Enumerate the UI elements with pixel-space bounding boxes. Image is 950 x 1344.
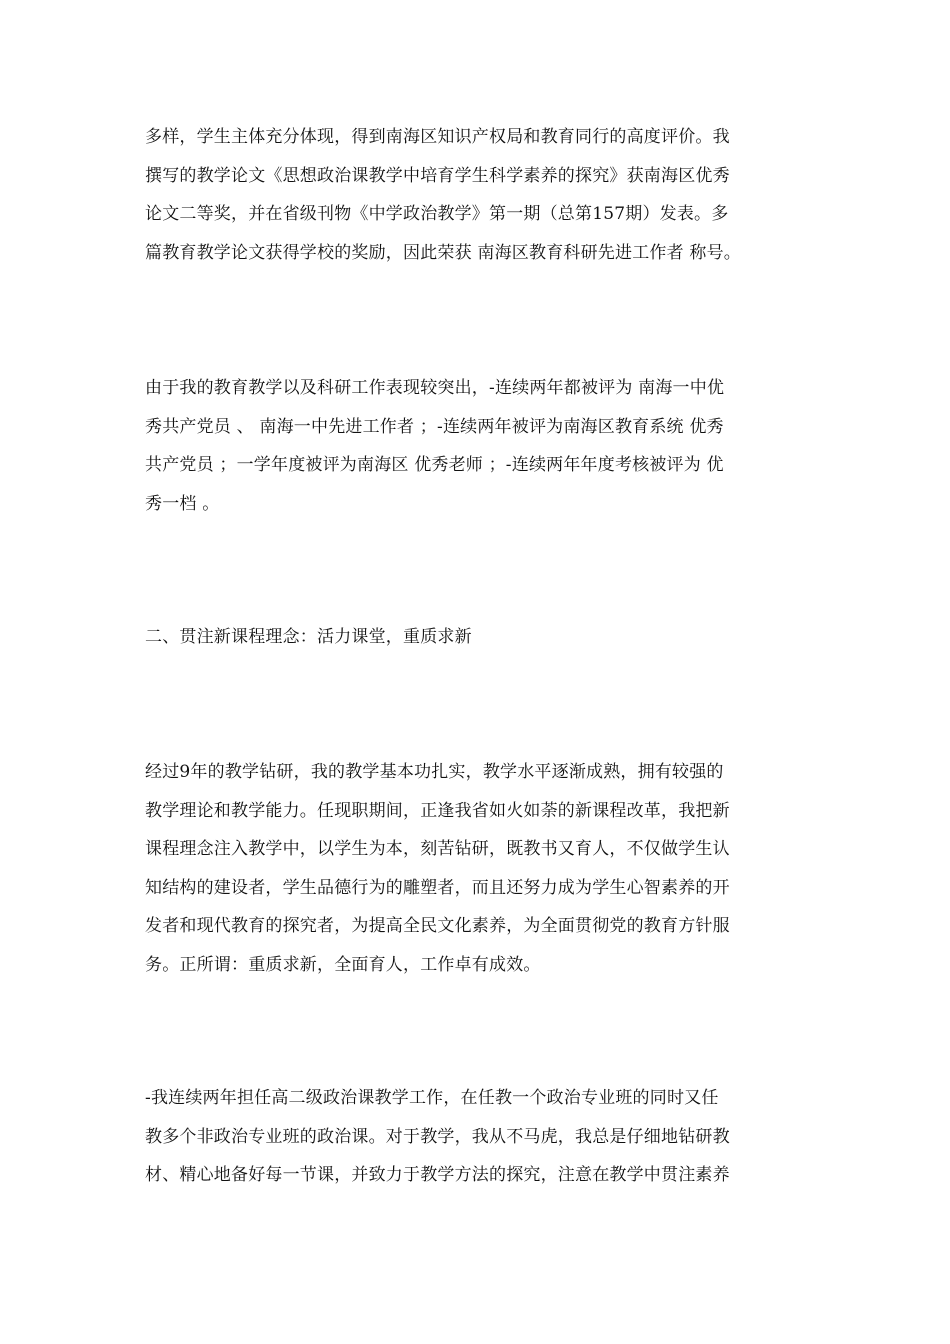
text-line: 教多个非政治专业班的政治课。对于教学，我从不马虎，我总是仔细地钻研教 xyxy=(145,1126,730,1147)
text-line: 务。正所谓：重质求新，全面育人，工作卓有成效。 xyxy=(145,954,541,975)
paragraph-teaching-philosophy xyxy=(145,753,810,984)
text-line: 论文二等奖，并在省级刊物《中学政治教学》第一期（总第157期）发表。多 xyxy=(145,204,729,224)
paragraph-honors xyxy=(145,369,810,523)
text-line: 撰写的教学论文《思想政治课教学中培育学生科学素养的探究》获南海区优秀 xyxy=(145,165,730,186)
text-line: 共产党员 ；一学年度被评为南海区 优秀老师 ；-连续两年年度考核被评为 优 xyxy=(145,455,724,475)
text-line: 教学理论和教学能力。任现职期间，正逢我省如火如荼的新课程改革，我把新 xyxy=(145,800,730,821)
text-line: 秀共产党员 、 南海一中先进工作者 ；-连续两年被评为南海区教育系统 优秀 xyxy=(145,416,724,437)
heading-line: 二、贯注新课程理念：活力课堂，重质求新 xyxy=(145,627,472,647)
text-line: 知结构的建设者，学生品德行为的雕塑者，而且还努力成为学生心智素养的开 xyxy=(145,877,730,898)
text-line: 经过9年的教学钻研，我的教学基本功扎实，教学水平逐渐成熟，拥有较强的 xyxy=(145,762,724,782)
text-line: 由于我的教育教学以及科研工作表现较突出，-连续两年都被评为 南海一中优 xyxy=(145,378,725,398)
text-line: -我连续两年担任高二级政治课教学工作，在任教一个政治专业班的同时又任 xyxy=(145,1088,719,1108)
paragraph-achievements xyxy=(145,118,810,272)
text-line: 秀一档 。 xyxy=(145,493,220,514)
text-line: 篇教育教学论文获得学校的奖励，因此荣获 南海区教育科研先进工作者 称号。 xyxy=(145,242,742,263)
text-line: 发者和现代教育的探究者，为提高全民文化素养，为全面贯彻党的教育方针服 xyxy=(145,916,730,936)
paragraph-teaching-work xyxy=(145,1079,810,1195)
text-line: 课程理念注入教学中，以学生为本，刻苦钻研，既教书又育人，不仅做学生认 xyxy=(145,839,730,859)
section-heading xyxy=(145,618,810,657)
text-line: 材、精心地备好每一节课，并致力于教学方法的探究，注意在教学中贯注素养 xyxy=(145,1165,730,1185)
text-line: 多样，学生主体充分体现，得到南海区知识产权局和教育同行的高度评价。我 xyxy=(145,127,730,147)
